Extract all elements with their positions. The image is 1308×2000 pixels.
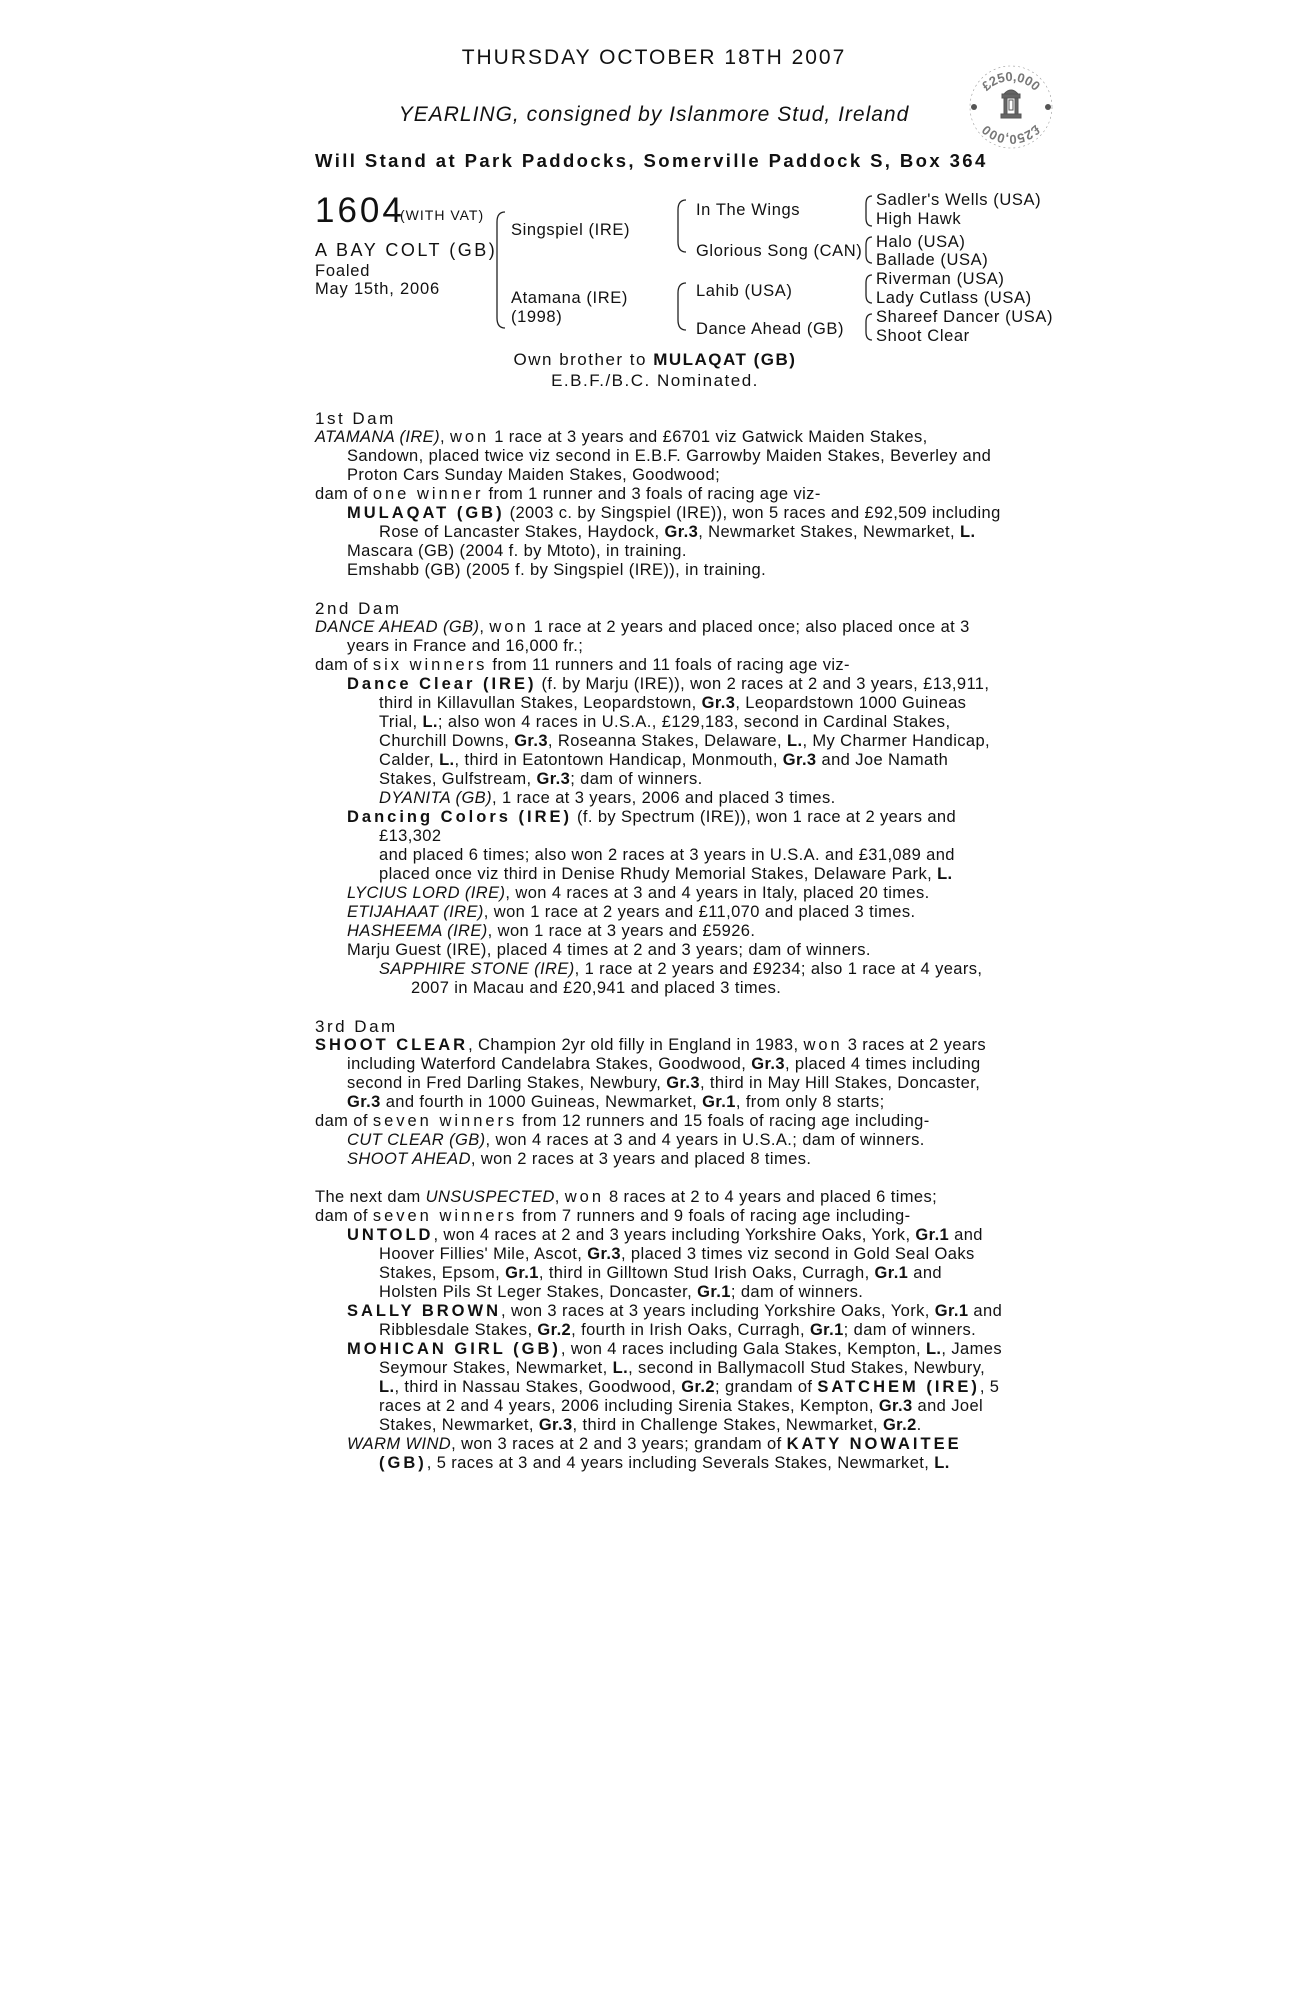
sire-dam: Glorious Song (CAN)	[696, 242, 863, 260]
produce-dance-clear: Dance Clear (IRE) (f. by Marju (IRE)), won 2 races at 2 and 3 years, £13,911, third in Killavullan Stakes, Leopardstown, Gr.3, Leopardstown 1000 Guineas Trial, L.; also won 4 races in U.S.A., £129,183, second in Cardinal Stakes, Churchill Downs, Gr.3, Roseanna Stakes, Delaware, L., My Charmer Handicap, Calder, L., third in Eatontown Handicap, Monmouth, Gr.3 and Joe Namath Stakes, Gulfstream, Gr.3; dam of winners.	[347, 675, 991, 788]
sire: Singspiel (IRE)	[511, 221, 631, 239]
dam-dam-sire: Shareef Dancer (USA)	[876, 308, 1054, 326]
catalogue-body	[315, 409, 1015, 1473]
dam-sire-dam: Lady Cutlass (USA)	[876, 289, 1032, 307]
second-dam-produce-summary: dam of six winners from 11 runners and 11 foals of racing age viz-	[315, 656, 850, 674]
vat-note: (WITH VAT)	[400, 207, 485, 223]
produce-etijahaat: ETIJAHAAT (IRE), won 1 race at 2 years and £11,070 and placed 3 times.	[347, 903, 916, 921]
pedigree-braces	[0, 0, 1308, 360]
lot-description: A BAY COLT (GB)	[315, 240, 498, 260]
own-brother-note: Own brother to MULAQAT (GB)	[513, 350, 797, 369]
dam-dam: Dance Ahead (GB)	[696, 320, 845, 338]
produce-mulaqat: MULAQAT (GB) (2003 c. by Singspiel (IRE)), won 5 races and £92,509 including Rose of Lancaster Stakes, Haydock, Gr.3, Newmarket Stakes, Newmarket, L.	[347, 504, 1001, 541]
dam-year: (1998)	[511, 308, 563, 326]
sire-dam-sire: Halo (USA)	[876, 233, 966, 251]
sire-sire-dam: High Hawk	[876, 210, 962, 228]
produce-mascara: Mascara (GB) (2004 f. by Mtoto), in training.	[347, 542, 687, 560]
first-dam-heading: 1st Dam	[315, 409, 396, 428]
next-dam-entry: The next dam UNSUSPECTED, won 8 races at 2 to 4 years and placed 6 times;	[315, 1188, 938, 1206]
produce-dancing-colors: Dancing Colors (IRE) (f. by Spectrum (IRE)), won 1 race at 2 years and £13,302 and placed 6 times; also won 2 races at 3 years in U.S.A. and £31,089 and placed once viz third in Denise Rhudy Memorial Stakes, Delaware Park, L.	[347, 808, 957, 883]
second-dam-entry: DANCE AHEAD (GB), won 1 race at 2 years and placed once; also placed once at 3 years in France and 16,000 fr.;	[315, 618, 970, 655]
produce-sally-brown: SALLY BROWN, won 3 races at 3 years including Yorkshire Oaks, York, Gr.1 and Ribblesdale Stakes, Gr.2, fourth in Irish Oaks, Curragh, Gr.1; dam of winners.	[347, 1302, 1003, 1339]
produce-mohican-girl: MOHICAN GIRL (GB), won 4 races including Gala Stakes, Kempton, L., James Seymour Stakes, Newmarket, L., second in Ballymacoll Stud Stakes, Newbury, L., third in Nassau Stakes, Goodwood, Gr.2; grandam of SATCHEM (IRE), 5 races at 2 and 4 years, 2006 including Sirenia Stakes, Kempton, Gr.3 and Joel Stakes, Newmarket, Gr.3, third in Challenge Stakes, Newmarket, Gr.2.	[347, 1340, 1002, 1434]
produce-untold: UNTOLD, won 4 races at 2 and 3 years including Yorkshire Oaks, York, Gr.1 and Hoover Fillies' Mile, Ascot, Gr.3, placed 3 times viz second in Gold Seal Oaks Stakes, Epsom, Gr.1, third in Gilltown Stud Irish Oaks, Curragh, Gr.1 and Holsten Pils St Leger Stakes, Doncaster, Gr.1; dam of winners.	[347, 1226, 983, 1301]
nomination-note: E.B.F./B.C. Nominated.	[551, 371, 759, 390]
stamp-text-bottom: £250,000	[978, 122, 1044, 148]
stand-location: Will Stand at Park Paddocks, Somerville Paddock S, Box 364	[315, 150, 988, 171]
produce-shoot-ahead: SHOOT AHEAD, won 2 races at 3 years and placed 8 times.	[347, 1150, 812, 1168]
produce-marju-guest: Marju Guest (IRE), placed 4 times at 2 and 3 years; dam of winners.	[347, 941, 871, 959]
third-dam-produce-summary: dam of seven winners from 12 runners and 15 foals of racing age including-	[315, 1112, 930, 1130]
sire-dam-dam: Ballade (USA)	[876, 251, 989, 269]
produce-dyanita: DYANITA (GB), 1 race at 3 years, 2006 and placed 3 times.	[379, 789, 836, 807]
third-dam-heading: 3rd Dam	[315, 1017, 398, 1036]
first-dam-produce-summary: dam of one winner from 1 runner and 3 foals of racing age viz-	[315, 485, 821, 503]
lot-number: 1604	[315, 191, 405, 230]
next-dam-produce-summary: dam of seven winners from 7 runners and 9 foals of racing age including-	[315, 1207, 911, 1225]
consignment-line: YEARLING, consigned by Islanmore Stud, Ireland	[398, 103, 910, 126]
dam-sire: Lahib (USA)	[696, 282, 793, 300]
sire-sire: In The Wings	[696, 201, 801, 219]
produce-warm-wind: WARM WIND, won 3 races at 2 and 3 years; grandam of KATY NOWAITEE (GB), 5 races at 3 and 4 years including Severals Stakes, Newmarket, L.	[347, 1435, 962, 1472]
stamp-text-top: £250,000	[978, 68, 1044, 94]
produce-cut-clear: CUT CLEAR (GB), won 4 races at 3 and 4 years in U.S.A.; dam of winners.	[347, 1131, 925, 1149]
produce-lycius-lord: LYCIUS LORD (IRE), won 4 races at 3 and 4 years in Italy, placed 20 times.	[347, 884, 930, 902]
dam-sire-sire: Riverman (USA)	[876, 270, 1005, 288]
foaled-date: May 15th, 2006	[315, 280, 440, 298]
dam: Atamana (IRE)	[511, 289, 628, 307]
third-dam-entry: SHOOT CLEAR, Champion 2yr old filly in England in 1983, won 3 races at 2 years including Waterford Candelabra Stakes, Goodwood, Gr.3, placed 4 times including second in Fred Darling Stakes, Newbury, Gr.3, third in May Hill Stakes, Doncaster, Gr.3 and fourth in 1000 Guineas, Newmarket, Gr.1, from only 8 starts;	[315, 1036, 987, 1111]
produce-emshabb: Emshabb (GB) (2005 f. by Singspiel (IRE)), in training.	[347, 561, 767, 579]
sire-sire-sire: Sadler's Wells (USA)	[876, 191, 1042, 209]
foaled-label: Foaled	[315, 262, 371, 280]
second-dam-heading: 2nd Dam	[315, 599, 402, 618]
produce-hasheema: HASHEEMA (IRE), won 1 race at 3 years and £5926.	[347, 922, 756, 940]
first-dam-entry: ATAMANA (IRE), won 1 race at 3 years and £6701 viz Gatwick Maiden Stakes, Sandown, placed twice viz second in E.B.F. Garrowby Maiden Stakes, Beverley and Proton Cars Sunday Maiden Stakes, Goodwood;	[315, 428, 992, 484]
produce-sapphire-stone: SAPPHIRE STONE (IRE), 1 race at 2 years and £9234; also 1 race at 4 years, 2007 in Macau and £20,941 and placed 3 times.	[379, 960, 983, 997]
dam-dam-dam: Shoot Clear	[876, 327, 970, 345]
sale-date: THURSDAY OCTOBER 18TH 2007	[461, 46, 847, 69]
